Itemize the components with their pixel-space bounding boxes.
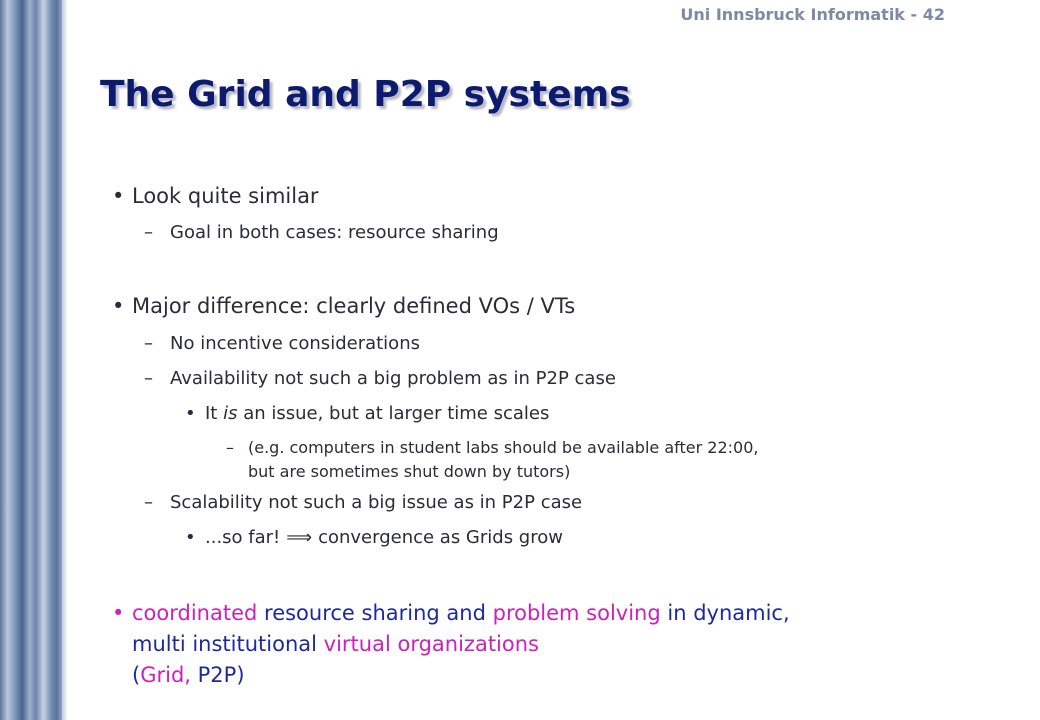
bullet-dot-icon: • — [185, 527, 196, 548]
subsubitem-example-line1 — [226, 436, 758, 460]
bullet-dot-icon: • — [112, 294, 125, 318]
subsubitem-text: (e.g. computers in student labs should be available after 22:00, — [248, 438, 759, 457]
subbullet-text-emphasis: is — [223, 403, 238, 424]
subitem-text: No incentive considerations — [170, 333, 420, 354]
subitem-text: Availability not such a big problem as in P2P case — [170, 368, 616, 389]
closing-statement-line1 — [112, 598, 790, 629]
subbullet-so-far — [185, 527, 563, 548]
closing-segment: multi institutional — [132, 632, 324, 656]
bullet-look-quite-similar — [112, 184, 319, 208]
closing-segment: virtual organizations — [323, 632, 539, 656]
bullet-dot-icon: • — [185, 403, 196, 424]
subbullet-text-pre: ...so far! — [205, 527, 281, 548]
closing-segment: ( — [132, 663, 141, 687]
bullet-text: Major difference: clearly defined VOs / VTs — [132, 294, 576, 318]
dash-icon: – — [144, 368, 153, 389]
subitem-scalability — [144, 492, 582, 513]
subbullet-text-pre: It — [205, 403, 224, 424]
closing-segment: coordinated — [132, 601, 258, 625]
dash-icon: – — [144, 492, 153, 513]
subbullet-text-post: an issue, but at larger time scales — [237, 403, 550, 424]
closing-statement-line2 — [112, 629, 539, 660]
bullet-text: Look quite similar — [132, 184, 319, 208]
closing-segment: in dynamic, — [660, 601, 790, 625]
subitem-text: Scalability not such a big issue as in P2P case — [170, 492, 583, 513]
bullet-dot-icon: • — [112, 601, 125, 625]
subitem-goal-resource-sharing — [144, 222, 499, 243]
closing-segment: Grid, — [140, 663, 191, 687]
subbullet-text-post: convergence as Grids grow — [318, 527, 563, 548]
closing-segment: resource sharing and — [257, 601, 493, 625]
dash-icon: – — [226, 438, 234, 457]
closing-statement-line3 — [112, 660, 245, 691]
slide-header-label: Uni Innsbruck Informatik - 42 — [680, 5, 945, 24]
bullet-dot-icon: • — [112, 184, 125, 208]
closing-segment: problem solving — [492, 601, 661, 625]
subitem-no-incentive — [144, 333, 420, 354]
dash-icon: – — [144, 333, 153, 354]
subsubitem-example-line2 — [226, 460, 570, 484]
subsubitem-text: but are sometimes shut down by tutors) — [248, 462, 571, 481]
subitem-availability — [144, 368, 616, 389]
subitem-text: Goal in both cases: resource sharing — [170, 222, 499, 243]
implies-arrow-icon: ⟹ — [286, 527, 313, 548]
slide-title: The Grid and P2P systems — [100, 74, 631, 115]
closing-segment: P2P) — [190, 663, 245, 687]
decorative-sidebar — [0, 0, 62, 720]
dash-icon: – — [144, 222, 153, 243]
bullet-major-difference — [112, 294, 575, 318]
subbullet-it-is-an-issue — [185, 403, 549, 424]
